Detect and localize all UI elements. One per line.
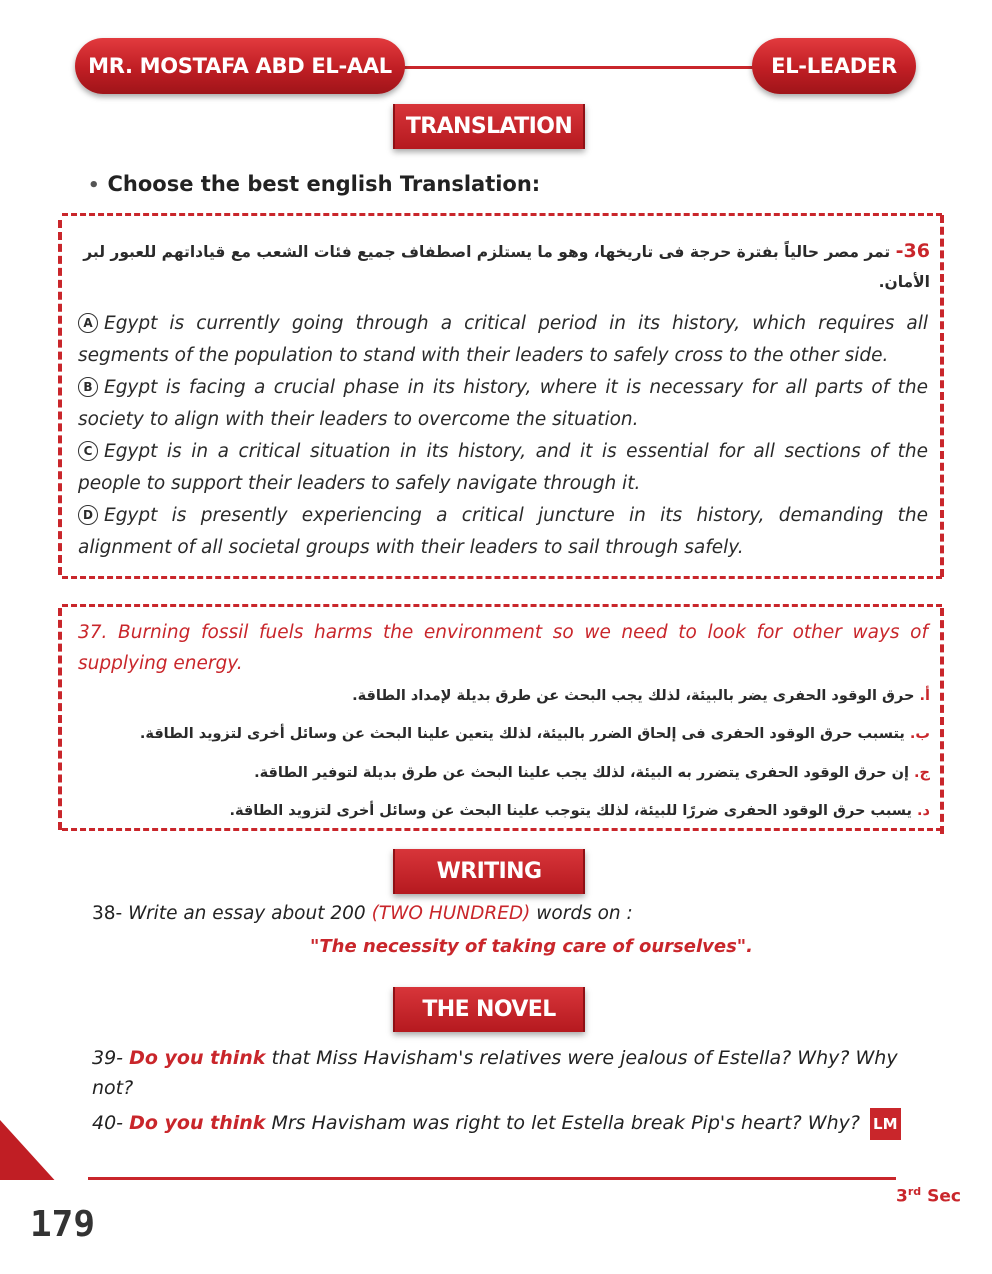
box1-left-border — [58, 220, 62, 575]
q37-option-3[interactable] — [82, 760, 930, 786]
q37-option-2-label: ب. — [909, 726, 930, 742]
q40-question — [92, 1108, 922, 1140]
box2-left-border — [58, 608, 62, 830]
q40-text: Mrs Havisham was right to let Estella break Pip's heart? Why? — [271, 1112, 860, 1134]
q37-option-3-text: إن حرق الوقود الحفرى يتضرر به البيئة، لذلك يجب علينا البحث عن طرق بديلة لتوفير الطاقة. — [254, 765, 909, 781]
option-d-circle: D — [78, 505, 98, 525]
q37-option-4-text: يسبب حرق الوقود الحفرى ضررًا للبيئة، لذلك يتوجب علينا البحث عن وسائل أخرى لتزويد الطاقة. — [229, 803, 912, 819]
q37-option-4[interactable] — [82, 798, 930, 824]
q37-option-4-label: د. — [917, 803, 930, 819]
footer-rule — [88, 1177, 896, 1180]
q38-topic: "The necessity of taking care of ourselves". — [310, 936, 754, 957]
q37-option-2-text: يتسبب حرق الوقود الحفرى فى إلحاق الضرر بالبيئة، لذلك يتعين علينا البحث عن وسائل أخرى لتزويد الطاقة. — [139, 726, 905, 742]
q39-text: that Miss Havisham's relatives were jealous of Estella? Why? Why not? — [92, 1047, 898, 1099]
q37-option-2[interactable] — [82, 721, 930, 747]
q39-question — [92, 1043, 922, 1103]
q36-option-a[interactable] — [78, 308, 928, 372]
q38-prefix: Write an essay about 200 — [128, 903, 366, 924]
q36-text: تمر مصر حالياً بفترة حرجة فى تاريخها، وهو ما يستلزم اصطفاف جميع فئات الشعب مع قياداتهم للعبور لبر الأمان. — [83, 243, 930, 291]
q37-option-1[interactable] — [82, 683, 930, 709]
q37-option-1-text: حرق الوقود الحفرى يضر بالبيئة، لذلك يجب البحث عن طرق بديلة لإمداد الطاقة. — [352, 688, 915, 704]
q39-number: 39- — [92, 1047, 124, 1069]
option-b-text: Egypt is facing a crucial phase in its history, where it is necessary for all parts of the society to align with their leaders to overcome the situation. — [78, 377, 928, 430]
section-translation: TRANSLATION — [393, 104, 585, 149]
box2-top-border — [62, 604, 942, 607]
grade-suffix: Sec — [927, 1186, 961, 1207]
option-c-circle: C — [78, 441, 98, 461]
box2-right-border — [940, 608, 944, 834]
q37-option-3-label: ج. — [914, 765, 930, 781]
q36-option-b[interactable] — [78, 372, 928, 436]
option-c-text: Egypt is in a critical situation in its history, and it is essential for all sections of the people to support their leaders to safely navigate through it. — [78, 441, 928, 494]
q38-highlight: (TWO HUNDRED) — [371, 903, 531, 924]
q36-option-d[interactable] — [78, 500, 928, 564]
lm-badge: LM — [870, 1108, 901, 1140]
grade-sup: rd — [907, 1185, 922, 1198]
option-a-circle: A — [78, 313, 98, 333]
instruction — [88, 172, 540, 196]
q36-option-c[interactable] — [78, 436, 928, 500]
section-writing: WRITING — [393, 849, 585, 894]
q39-lead: Do you think — [129, 1047, 266, 1069]
q38-suffix: words on : — [536, 903, 633, 924]
brand-badge: EL-LEADER — [752, 38, 916, 94]
q36-arabic — [82, 236, 930, 297]
q40-lead: Do you think — [129, 1112, 266, 1134]
box1-top-border — [62, 213, 942, 216]
bullet-icon: • — [88, 175, 100, 196]
q37-option-1-label: أ. — [919, 688, 930, 704]
section-novel: THE NOVEL — [393, 987, 585, 1032]
q38-number: 38- — [92, 903, 123, 924]
option-b-circle: B — [78, 377, 98, 397]
box2-bottom-border — [62, 828, 942, 831]
q37-question: 37. Burning fossil fuels harms the environment so we need to look for other ways of supplying energy. — [78, 622, 928, 674]
grade-label — [896, 1185, 961, 1207]
q38-prompt — [92, 903, 633, 924]
grade-number: 3 — [896, 1186, 908, 1207]
q36-number: 36- — [895, 240, 930, 262]
instruction-text: Choose the best english Translation: — [107, 172, 541, 196]
option-d-text: Egypt is presently experiencing a critical juncture in its history, demanding the alignment of all societal groups with their leaders to sail through safely. — [78, 505, 928, 558]
author-badge: MR. MOSTAFA ABD EL-AAL — [75, 38, 405, 94]
q40-number: 40- — [92, 1112, 124, 1134]
box1-bottom-border — [62, 576, 942, 579]
option-a-text: Egypt is currently going through a critical period in its history, which requires all segments of the population to stand with their leaders to safely cross to the other side. — [78, 313, 928, 366]
page-number: 179 — [30, 1204, 96, 1245]
box1-right-border — [940, 215, 944, 577]
